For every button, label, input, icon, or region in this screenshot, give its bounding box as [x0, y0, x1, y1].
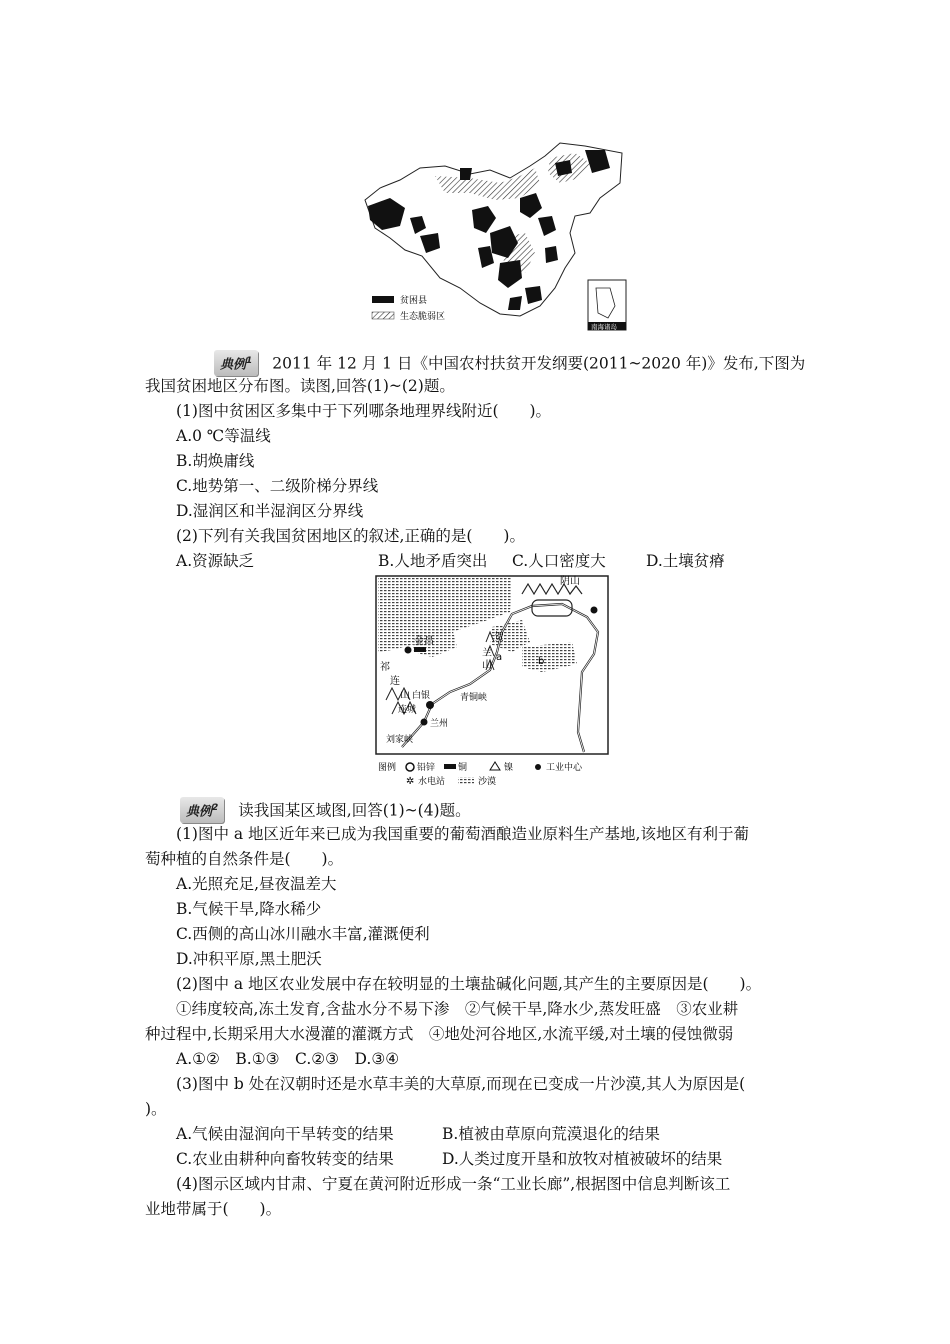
legend-hydro-icon: ✲ — [406, 776, 415, 787]
liujiaxia-label: 刘家峡 — [386, 735, 414, 745]
helan-label-3: 山 — [482, 660, 492, 671]
legend-industry-icon — [535, 764, 541, 770]
legend-desert-icon — [458, 777, 474, 784]
example1-q1-option-a: A.0 ℃等温线 — [176, 427, 271, 445]
example1-q2-option-b: B.人地矛盾突出 — [378, 552, 488, 570]
example2-q3-option-c: C.农业由耕种向畜牧转变的结果 — [176, 1150, 394, 1168]
example2-q1-line1: (1)图中 a 地区近年来已成为我国重要的葡萄酒酿造业原料生产基地,该地区有利于葡 — [176, 825, 749, 843]
liancheng-label: 连城 — [398, 705, 417, 715]
helan-label-2: 兰 — [482, 648, 492, 659]
legend-industry-label: 工业中心 — [546, 763, 583, 773]
legend-copper-icon — [444, 764, 456, 769]
legend-desert-label: 沙漠 — [478, 777, 497, 787]
example2-q3-line2: )。 — [145, 1100, 167, 1118]
legend-hydro-label: 水电站 — [418, 777, 446, 787]
china-poverty-map — [360, 138, 630, 333]
lanzhou-marker — [421, 719, 428, 726]
legend-poor-swatch — [372, 296, 394, 303]
example2-q4-line2: 业地带属于( )。 — [145, 1200, 282, 1218]
helan-label-1: 贺 — [494, 632, 504, 643]
legend-poor-label: 贫困县 — [400, 296, 428, 306]
legend-lead-zinc-label: 铅锌 — [417, 763, 436, 773]
example2-q1-option-d: D.冲积平原,黑土肥沃 — [176, 950, 322, 968]
baiyin-marker — [426, 701, 434, 709]
example2-q3-option-d: D.人类过度开垦和放牧对植被破坏的结果 — [442, 1150, 723, 1168]
jinchang-label: 金昌 — [414, 636, 434, 647]
example2-q1-line2: 萄种植的自然条件是( )。 — [145, 850, 344, 868]
example1-q1: (1)图中贫困区多集中于下列哪条地理界线附近( )。 — [176, 402, 552, 420]
example1-q2: (2)下列有关我国贫困地区的叙述,正确的是( )。 — [176, 527, 525, 545]
example1-q1-option-c: C.地势第一、二级阶梯分界线 — [176, 477, 379, 495]
qilian-label-2: 连 — [390, 676, 400, 687]
example1-q1-option-b: B.胡焕庸线 — [176, 452, 255, 470]
example2-q2-choices: A.①② B.①③ C.②③ D.③④ — [176, 1050, 400, 1068]
example2-q3-option-a: A.气候由湿润向干旱转变的结果 — [176, 1125, 394, 1143]
example2-q3-line1: (3)图中 b 处在汉朝时还是水草丰美的大草原,而现在已变成一片沙漠,其人为原因是( — [176, 1075, 746, 1093]
example2-q2-options-line2: 种过程中,长期采用大水漫灌的灌溉方式 ④地处河谷地区,水流平缓,对土壤的侵蚀微弱 — [145, 1025, 734, 1043]
example1-q2-option-a: A.资源缺乏 — [176, 552, 255, 570]
example1-q2-option-c: C.人口密度大 — [512, 552, 606, 570]
qingtongxia-label: 青铜峡 — [460, 693, 488, 703]
jinchang-marker — [405, 647, 412, 654]
inset-label: 南海诸岛 — [591, 323, 617, 331]
legend-lead-zinc-icon — [406, 763, 414, 771]
legend-nickel-label: 镍 — [504, 763, 514, 773]
legend-copper-label: 铜 — [458, 763, 468, 773]
industry-center-marker — [591, 607, 598, 614]
qilian-label-1: 祁 — [380, 662, 390, 673]
example2-q1-option-b: B.气候干旱,降水稀少 — [176, 900, 322, 918]
poverty-county — [545, 246, 558, 263]
area-b-label: b — [538, 656, 545, 667]
jinchang-nickel-copper — [414, 647, 426, 652]
example2-q2-options-line1: ①纬度较高,冻土发育,含盐水分不易下渗 ②气候干旱,降水少,蒸发旺盛 ③农业耕 — [176, 1000, 739, 1018]
area-a-label: a — [496, 652, 503, 663]
legend-eco-label: 生态脆弱区 — [400, 312, 446, 322]
example2-q1-option-c: C.西侧的高山冰川融水丰富,灌溉便利 — [176, 925, 430, 943]
qilian-label-3: 山 — [400, 690, 410, 701]
example2-q2-line1: (2)图中 a 地区农业发展中存在较明显的土壤盐碱化问题,其产生的主要原因是( )。 — [176, 975, 762, 993]
example1-intro-line1: 典例$^1$ 2011 年 12 月 1 日《中国农村扶贫开发纲要(2011~2020 年)》发布,下图为 — [214, 350, 805, 376]
yinshan-label: 阴山 — [560, 576, 580, 587]
legend-nickel-icon — [490, 762, 500, 770]
example1-badge: 典例$^1$ — [214, 350, 258, 376]
region-map — [372, 572, 616, 788]
example2-badge: 典例$^2$ — [180, 797, 224, 823]
example2-q3-option-b: B.植被由草原向荒漠退化的结果 — [442, 1125, 660, 1143]
example2-intro: 典例$^2$ 读我国某区域图,回答(1)~(4)题。 — [180, 797, 471, 823]
baiyin-label: 白银 — [412, 691, 431, 701]
legend-eco-swatch — [372, 312, 394, 319]
example1-intro-line2: 我国贫困地区分布图。读图,回答(1)~(2)题。 — [145, 377, 455, 395]
poverty-county — [460, 168, 472, 180]
example1-q2-option-d: D.土壤贫瘠 — [646, 552, 725, 570]
poverty-county — [508, 296, 522, 310]
lanzhou-label: 兰州 — [430, 719, 449, 729]
example2-q4-line1: (4)图示区域内甘肃、宁夏在黄河附近形成一条“工业长廊”,根据图中信息判断该工 — [176, 1175, 731, 1193]
example1-q1-option-d: D.湿润区和半湿润区分界线 — [176, 502, 364, 520]
example2-q1-option-a: A.光照充足,昼夜温差大 — [176, 875, 337, 893]
legend-title: 图例 — [378, 763, 397, 773]
